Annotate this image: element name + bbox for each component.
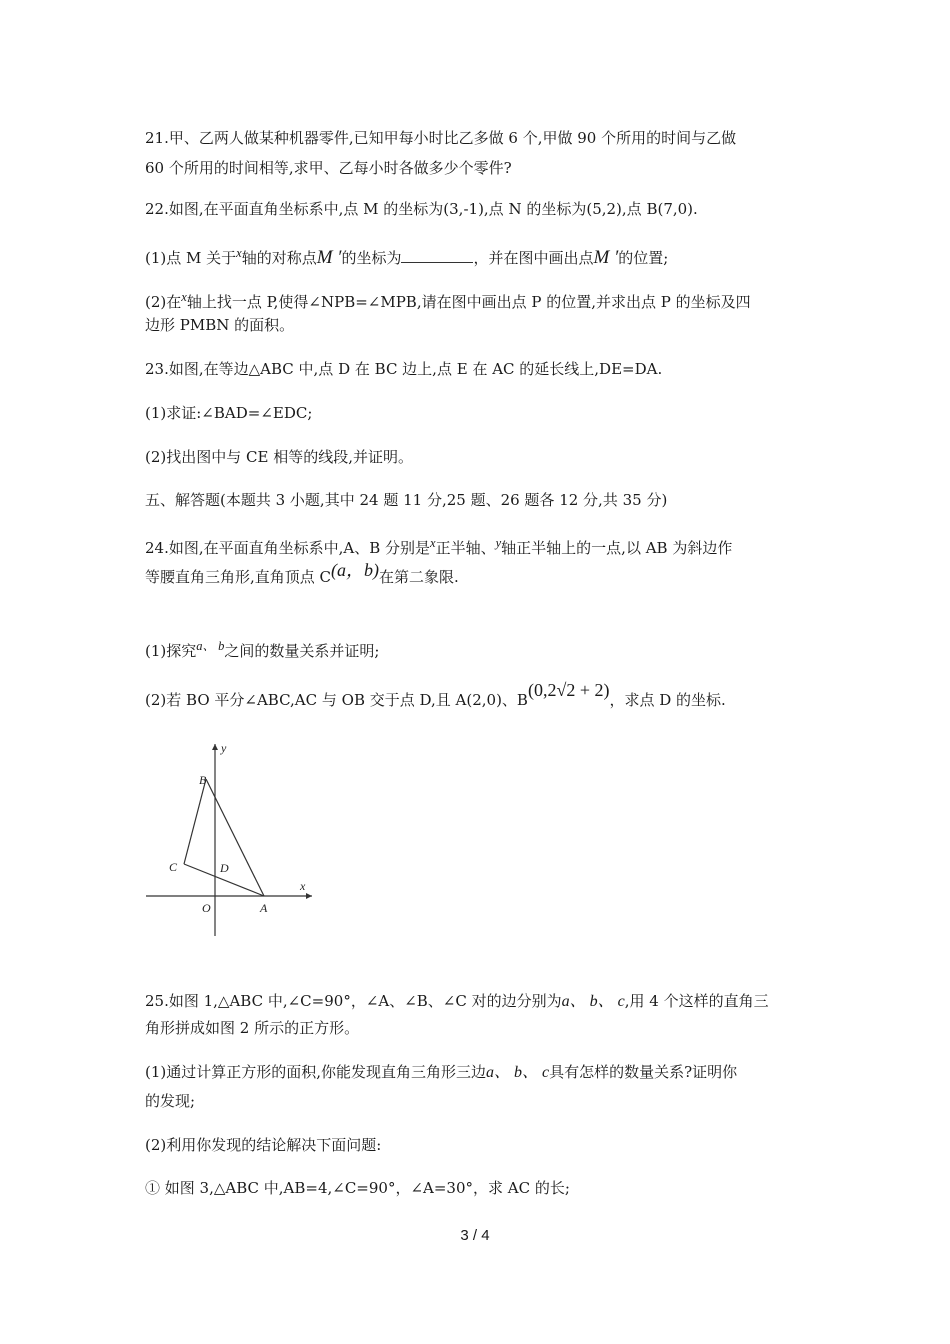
- page-number: 3 / 4: [460, 1227, 490, 1244]
- label-d: D: [220, 861, 229, 875]
- label-c: C: [169, 860, 178, 874]
- var-x: x: [236, 246, 242, 260]
- q25-line-2: 角形拼成如图 2 所示的正方形。: [145, 1019, 360, 1037]
- var-x-3: x: [430, 536, 436, 550]
- q24-l1-a: 24.如图,在平面直角坐标系中,A、B 分别是: [145, 539, 431, 557]
- q25-p1-b: 具有怎样的数量关系?证明你: [549, 1063, 738, 1081]
- label-y: y: [221, 741, 227, 755]
- q24-p1-a: (1)探究: [145, 642, 197, 660]
- label-b: B: [199, 773, 207, 787]
- q24-line-2: [145, 560, 459, 587]
- q24-part-1: [145, 636, 379, 661]
- q25-line-1: [145, 991, 769, 1012]
- q22-part-1: [145, 243, 668, 268]
- x-arrow: [306, 893, 312, 899]
- q24-l2-b: 在第二象限.: [379, 568, 459, 586]
- var-abc: a、 b、 c: [561, 993, 625, 1010]
- q23-part-2: (2)找出图中与 CE 相等的线段,并证明。: [145, 448, 413, 466]
- q21-line-1: 21.甲、乙两人做某种机器零件,已知甲每小时比乙多做 6 个,甲做 90 个所用的时间与乙做: [145, 129, 737, 147]
- q22-part-2-line-2: 边形 PMBN 的面积。: [145, 316, 295, 334]
- q24-part-2: [145, 680, 726, 710]
- label-x: x: [300, 879, 306, 893]
- q23-stem: 23.如图,在等边△ABC 中,点 D 在 BC 边上,点 E 在 AC 的延长线上,DE=DA.: [145, 360, 663, 378]
- q22-p1-text-e: 的位置;: [618, 249, 669, 267]
- q24-p1-b: 之间的数量关系并证明;: [224, 642, 380, 660]
- answer-blank: [401, 248, 473, 263]
- q25-p1-a: (1)通过计算正方形的面积,你能发现直角三角形三边: [145, 1063, 487, 1081]
- q24-p2-b: ，求点 D 的坐标.: [609, 691, 726, 709]
- coord-b: (0,2√2 + 2): [527, 680, 610, 700]
- q25-part-1: [145, 1062, 737, 1083]
- q24-line-1: [145, 533, 732, 558]
- q25-part-2: (2)利用你发现的结论解决下面问题:: [145, 1136, 382, 1154]
- q25-l1-b: ,用 4 个这样的直角三: [624, 992, 769, 1010]
- coordinate-figure: [140, 738, 325, 943]
- section-heading: 五、解答题(本题共 3 小题,其中 24 题 11 分,25 题、26 题各 12 分,共 35 分): [145, 491, 668, 509]
- q24-l1-c: 轴正半轴上的一点,以 AB 为斜边作: [501, 539, 733, 557]
- q22-p1-text-b: 轴的对称点: [241, 249, 317, 267]
- m-prime-2: M ′: [593, 247, 619, 268]
- q24-p2-a: (2)若 BO 平分∠ABC,AC 与 OB 交于点 D,且 A(2,0)、B: [145, 691, 528, 709]
- q22-p1-text-c: 的坐标为: [341, 249, 402, 267]
- y-arrow: [212, 744, 218, 750]
- q22-part-2: [145, 287, 751, 312]
- q22-stem: 22.如图,在平面直角坐标系中,点 M 的坐标为(3,-1),点 N 的坐标为(5,2),点 B(7,0).: [145, 200, 698, 218]
- q21-line-2: 60 个所用的时间相等,求甲、乙每小时各做多少个零件?: [145, 159, 512, 177]
- q22-p1-text-d: ，并在图中画出点: [473, 249, 594, 267]
- var-abc-2: a、 b、 c: [486, 1064, 550, 1081]
- q25-part-1-line-2: 的发现;: [145, 1092, 196, 1110]
- q22-p2-text-b: 轴上找一点 P,使得∠NPB=∠MPB,请在图中画出点 P 的位置,并求出点 P 的坐标及四: [186, 293, 751, 311]
- var-x-2: x: [181, 290, 187, 304]
- m-prime: M ′: [316, 247, 342, 268]
- q25-l1-a: 25.如图 1,△ABC 中,∠C=90°，∠A、∠B、∠C 对的边分别为: [145, 992, 562, 1010]
- q25-part-2-item-1: ① 如图 3,△ABC 中,AB=4,∠C=90°，∠A=30°，求 AC 的长;: [145, 1179, 570, 1197]
- var-y: y: [495, 536, 502, 550]
- coord-c: (a，b): [331, 560, 380, 580]
- q22-p2-text-a: (2)在: [145, 293, 182, 311]
- q24-l2-a: 等腰直角三角形,直角顶点 C: [145, 568, 332, 586]
- var-ab: a、 b: [196, 639, 225, 653]
- q24-l1-b: 正半轴、: [435, 539, 496, 557]
- segment-bc: [184, 779, 206, 864]
- label-o: O: [202, 901, 211, 915]
- label-a: A: [260, 901, 268, 915]
- q22-p1-text-a: (1)点 M 关于: [145, 249, 237, 267]
- q23-part-1: (1)求证:∠BAD=∠EDC;: [145, 404, 313, 422]
